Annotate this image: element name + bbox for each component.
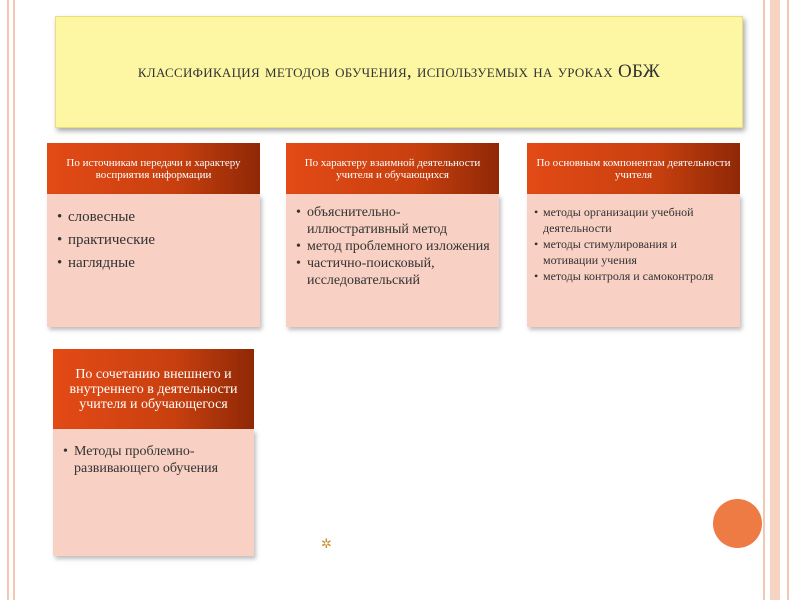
card-body (527, 194, 740, 327)
bullet-list (61, 443, 246, 477)
left-rail-line (7, 0, 9, 600)
card-body (286, 194, 499, 327)
list-item: • частично-поисковый, исследовательский (294, 255, 493, 289)
card-header: По источникам передачи и характеру восприятия информации (47, 143, 260, 194)
list-item: • наглядные (55, 252, 252, 275)
right-rail-line (787, 0, 789, 600)
slide-title: классификация методов обучения, используемых на уроках ОБЖ (137, 61, 661, 82)
slide-title-box (55, 16, 743, 128)
card-header: По характеру взаимной деятельности учителя и обучающихся (286, 143, 499, 194)
list-item: • Методы проблемно-развивающего обучения (61, 443, 246, 477)
list-item: • методы контроля и самоконтроля (533, 268, 734, 284)
card-components (527, 143, 740, 327)
list-item: • словесные (55, 206, 252, 229)
right-rail-band (770, 0, 780, 600)
card-interaction (286, 143, 499, 327)
bullet-list (533, 204, 734, 284)
card-body (53, 429, 254, 556)
left-rail-line (13, 0, 15, 600)
list-item: • методы стимулирования и мотивации учения (533, 236, 734, 268)
list-item: • методы организации учебной деятельности (533, 204, 734, 236)
list-item: • практические (55, 229, 252, 252)
bullet-list (294, 204, 493, 289)
bullet-list (55, 206, 252, 275)
card-body (47, 194, 260, 327)
list-item: • объяснительно-иллюстративный метод (294, 204, 493, 238)
card-sources (47, 143, 260, 327)
list-item: • метод проблемного изложения (294, 238, 493, 255)
decorative-mark-icon: ✲ (321, 537, 332, 552)
right-rail-line (763, 0, 765, 600)
decorative-circle-icon (713, 499, 762, 548)
card-header: По основным компонентам деятельности учителя (527, 143, 740, 194)
card-header: По сочетанию внешнего и внутреннего в деятельности учителя и обучающегося (53, 349, 254, 429)
card-combination (53, 349, 254, 556)
